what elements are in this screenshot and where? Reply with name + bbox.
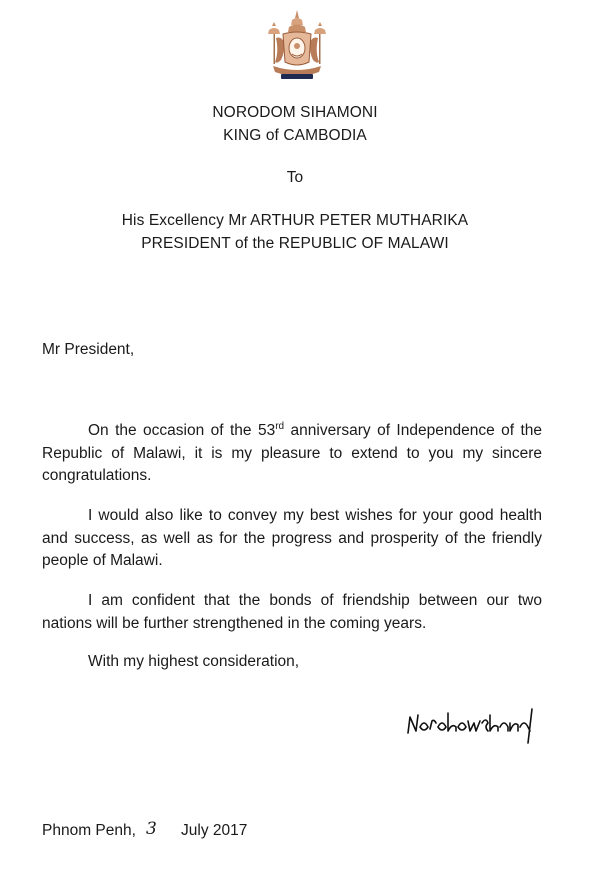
- paragraph-best-wishes-text: I would also like to convey my best wishes for your good health and success, as well as for the progress and prosperity of the friendly people of Malawi.: [42, 507, 542, 569]
- day-handwritten: 3: [146, 819, 157, 839]
- signature-icon: [404, 703, 544, 745]
- paragraph-friendship: [42, 590, 542, 635]
- month-year: July 2017: [181, 822, 248, 839]
- paragraph-friendship-text: I am confident that the bonds of friendship between our two nations will be further strengthened in the coming years.: [42, 592, 542, 632]
- recipient-name: His Excellency Mr ARTHUR PETER MUTHARIKA: [121, 212, 469, 229]
- salutation: Mr President,: [42, 341, 135, 358]
- sender-title: KING of CAMBODIA: [223, 127, 367, 144]
- recipient-title: PRESIDENT of the REPUBLIC OF MALAWI: [141, 235, 449, 252]
- paragraph-anniversary: [42, 420, 542, 488]
- royal-crest-icon: [259, 8, 335, 84]
- to-label: To: [286, 169, 304, 186]
- place: Phnom Penh,: [42, 822, 136, 839]
- sender-name: NORODOM SIHAMONI: [212, 104, 378, 121]
- closing-line: With my highest consideration,: [88, 653, 300, 670]
- ordinal-suffix: rd: [275, 420, 285, 432]
- paragraph-anniversary-start: On the occasion of the 53: [88, 422, 276, 439]
- paragraph-anniversary-end: anniversary of Independence of the Republic of Malawi, it is my pleasure to extend to you my sincere congratulations.: [42, 422, 542, 484]
- paragraph-best-wishes: [42, 505, 542, 573]
